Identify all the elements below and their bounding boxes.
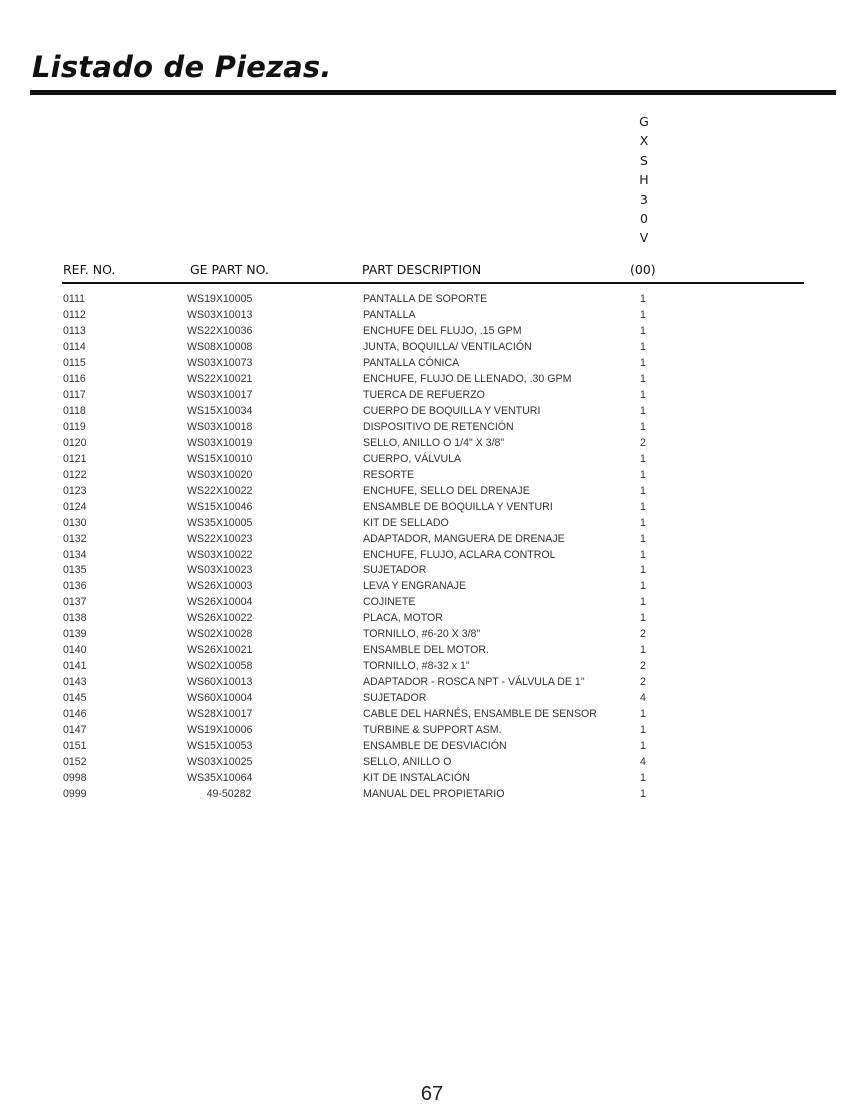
- table-row: [0, 787, 864, 803]
- part-number-cell: WS03X10023: [187, 564, 253, 577]
- description-cell: PLACA, MOTOR: [363, 612, 443, 625]
- table-row: [0, 579, 864, 595]
- quantity-cell: 1: [640, 356, 646, 369]
- table-row: [0, 643, 864, 659]
- part-number-cell: WS28X10017: [187, 708, 253, 721]
- description-cell: ADAPTADOR - ROSCA NPT - VÁLVULA DE 1": [363, 676, 585, 689]
- quantity-cell: 1: [640, 324, 646, 337]
- part-number-cell: WS03X10019: [187, 436, 253, 449]
- description-cell: TORNILLO, #8-32 x 1": [363, 660, 470, 673]
- table-row: [0, 548, 864, 564]
- description-cell: DISPOSITIVO DE RETENCIÓN: [363, 420, 514, 433]
- table-row: [0, 691, 864, 707]
- part-number-cell: WS60X10013: [187, 676, 253, 689]
- page-number: 67: [420, 1083, 444, 1105]
- ref-no-cell: 0146: [63, 708, 87, 721]
- description-cell: SELLO, ANILLO O: [363, 756, 452, 769]
- part-number-cell: WS22X10021: [187, 372, 253, 385]
- table-row: [0, 595, 864, 611]
- quantity-cell: 1: [640, 740, 646, 753]
- table-row: [0, 292, 864, 308]
- description-cell: ENSAMBLE DE DESVIACIÓN: [363, 740, 507, 753]
- table-row: [0, 755, 864, 771]
- part-number-cell: WS35X10064: [187, 772, 253, 785]
- table-row: [0, 723, 864, 739]
- part-number-cell: WS60X10004: [187, 692, 253, 705]
- title-divider: [30, 90, 836, 95]
- description-cell: CUERPO, VÁLVULA: [363, 452, 462, 465]
- part-number-cell: WS02X10058: [187, 660, 253, 673]
- ref-no-cell: 0115: [63, 356, 86, 369]
- table-row: [0, 324, 864, 340]
- quantity-cell: 1: [640, 708, 646, 721]
- quantity-cell: 1: [640, 293, 646, 305]
- ref-no-cell: 0139: [63, 628, 87, 641]
- part-number-cell: WS22X10022: [187, 484, 253, 497]
- table-row: [0, 452, 864, 468]
- ref-no-cell: 0114: [63, 340, 86, 353]
- quantity-cell: 1: [640, 500, 646, 513]
- quantity-cell: 2: [640, 436, 646, 449]
- ref-no-cell: 0135: [63, 564, 87, 577]
- ref-no-cell: 0120: [63, 436, 87, 449]
- description-cell: PANTALLA: [363, 308, 416, 321]
- part-number-cell: WS26X10021: [187, 644, 253, 657]
- quantity-cell: 1: [640, 372, 646, 385]
- description-cell: TORNILLO, #6-20 X 3/8": [363, 628, 481, 641]
- quantity-cell: 1: [640, 388, 646, 401]
- part-number-cell: WS03X10073: [187, 356, 253, 369]
- ref-no-cell: 0119: [63, 420, 86, 433]
- model-letter: 3: [640, 191, 648, 207]
- ref-no-cell: 0118: [63, 404, 86, 417]
- table-row: [0, 388, 864, 404]
- quantity-cell: 1: [640, 484, 646, 497]
- description-cell: ENCHUFE, FLUJO, ACLARA CONTROL: [363, 548, 556, 561]
- description-cell: COJINETE: [363, 596, 416, 609]
- ref-no-cell: 0134: [63, 548, 87, 561]
- table-row: [0, 340, 864, 356]
- ref-no-cell: 0151: [63, 740, 87, 753]
- description-cell: ADAPTADOR, MANGUERA DE DRENAJE: [363, 532, 565, 545]
- description-cell: CABLE DEL HARNÉS, ENSAMBLE DE SENSOR: [363, 708, 597, 721]
- description-cell: ENCHUFE, SELLO DEL DRENAJE: [363, 484, 530, 497]
- header-divider: [62, 282, 804, 284]
- quantity-cell: 1: [640, 612, 646, 625]
- part-number-cell: WS26X10004: [187, 596, 253, 609]
- table-row: [0, 372, 864, 388]
- quantity-cell: 1: [640, 564, 646, 577]
- quantity-cell: 1: [640, 516, 646, 529]
- table-row: [0, 739, 864, 755]
- quantity-cell: 1: [640, 772, 646, 785]
- quantity-cell: 1: [640, 308, 646, 321]
- description-cell: SELLO, ANILLO O 1/4" X 3/8": [363, 436, 505, 449]
- description-cell: TURBINE & SUPPORT ASM.: [363, 724, 502, 737]
- ref-no-cell: 0117: [63, 388, 86, 401]
- description-cell: TUERCA DE REFUERZO: [363, 388, 485, 401]
- model-letter: H: [639, 172, 649, 188]
- part-number-cell: WS15X10046: [187, 500, 253, 513]
- model-number-vertical: [632, 112, 656, 248]
- part-number-cell: WS19X10006: [187, 724, 253, 737]
- description-cell: ENSAMBLE DE BOQUILLA Y VENTURI: [363, 500, 553, 513]
- description-cell: PANTALLA CÓNICA: [363, 356, 460, 369]
- quantity-cell: 2: [640, 676, 646, 689]
- part-number-cell: WS19X10005: [187, 293, 253, 305]
- table-row: [0, 707, 864, 723]
- description-cell: KIT DE INSTALACIÓN: [363, 772, 470, 785]
- column-header-ref-no: REF. NO.: [63, 262, 116, 277]
- table-row: [0, 563, 864, 579]
- description-cell: LEVA Y ENGRANAJE: [363, 580, 467, 593]
- ref-no-cell: 0152: [63, 756, 87, 769]
- description-cell: ENCHUFE, FLUJO DE LLENADO, .30 GPM: [363, 372, 572, 385]
- quantity-cell: 1: [640, 468, 646, 481]
- model-letter: V: [639, 230, 649, 246]
- description-cell: MANUAL DEL PROPIETARIO: [363, 788, 505, 801]
- description-cell: KIT DE SELLADO: [363, 516, 449, 529]
- table-row: [0, 484, 864, 500]
- quantity-cell: 4: [640, 756, 646, 769]
- ref-no-cell: 0145: [63, 692, 87, 705]
- part-number-cell: WS15X10053: [187, 740, 253, 753]
- table-row: [0, 675, 864, 691]
- ref-no-cell: 0147: [63, 724, 87, 737]
- part-number-cell: WS22X10023: [187, 532, 253, 545]
- ref-no-cell: 0113: [63, 324, 86, 337]
- description-cell: ENSAMBLE DEL MOTOR.: [363, 644, 489, 657]
- quantity-cell: 1: [640, 788, 646, 801]
- quantity-cell: 1: [640, 548, 646, 561]
- description-cell: JUNTA, BOQUILLA/ VENTILACIÓN: [363, 340, 532, 353]
- quantity-cell: 1: [640, 340, 646, 353]
- description-cell: SUJETADOR: [363, 692, 427, 705]
- part-number-cell: WS35X10005: [187, 516, 253, 529]
- ref-no-cell: 0140: [63, 644, 87, 657]
- table-row: [0, 468, 864, 484]
- column-header-quantity: (00): [630, 262, 656, 277]
- description-cell: ENCHUFE DEL FLUJO, .15 GPM: [363, 324, 522, 337]
- ref-no-cell: 0121: [63, 452, 87, 465]
- table-row: [0, 404, 864, 420]
- quantity-cell: 4: [640, 692, 646, 705]
- part-number-cell: WS03X10022: [187, 548, 253, 561]
- quantity-cell: 1: [640, 420, 646, 433]
- ref-no-cell: 0111: [63, 293, 85, 305]
- ref-no-cell: 0138: [63, 612, 87, 625]
- model-letter: X: [639, 133, 649, 149]
- part-number-cell: 49-50282: [206, 788, 252, 801]
- quantity-cell: 1: [640, 596, 646, 609]
- table-row: [0, 611, 864, 627]
- ref-no-cell: 0130: [63, 516, 87, 529]
- part-number-cell: WS02X10028: [187, 628, 253, 641]
- part-number-cell: WS08X10008: [187, 340, 253, 353]
- table-row: [0, 500, 864, 516]
- ref-no-cell: 0998: [63, 772, 87, 785]
- model-letter: S: [640, 152, 648, 168]
- table-row: [0, 532, 864, 548]
- part-number-cell: WS03X10013: [187, 308, 253, 321]
- quantity-cell: 2: [640, 660, 646, 673]
- ref-no-cell: 0122: [63, 468, 87, 481]
- ref-no-cell: 0143: [63, 676, 87, 689]
- part-number-cell: WS03X10025: [187, 756, 253, 769]
- table-row: [0, 356, 864, 372]
- part-number-cell: WS03X10020: [187, 468, 253, 481]
- ref-no-cell: 0132: [63, 532, 87, 545]
- ref-no-cell: 0112: [63, 308, 86, 321]
- quantity-cell: 1: [640, 644, 646, 657]
- part-number-cell: WS22X10036: [187, 324, 253, 337]
- description-cell: RESORTE: [363, 468, 415, 481]
- ref-no-cell: 0123: [63, 484, 87, 497]
- part-number-cell: WS15X10034: [187, 404, 253, 417]
- page-title: Listado de Piezas.: [32, 50, 332, 84]
- ref-no-cell: 0141: [63, 660, 87, 673]
- part-number-cell: WS26X10003: [187, 580, 253, 593]
- quantity-cell: 1: [640, 580, 646, 593]
- table-row: [0, 420, 864, 436]
- parts-table: [0, 292, 864, 803]
- quantity-cell: 2: [640, 628, 646, 641]
- part-number-cell: WS03X10017: [187, 388, 253, 401]
- table-row: [0, 627, 864, 643]
- ref-no-cell: 0116: [63, 372, 86, 385]
- description-cell: PANTALLA DE SOPORTE: [363, 293, 488, 305]
- ref-no-cell: 0999: [63, 788, 87, 801]
- quantity-cell: 1: [640, 724, 646, 737]
- model-letter: 0: [640, 211, 648, 227]
- part-number-cell: WS15X10010: [187, 452, 253, 465]
- quantity-cell: 1: [640, 404, 646, 417]
- table-row: [0, 436, 864, 452]
- table-row: [0, 308, 864, 324]
- part-number-cell: WS26X10022: [187, 612, 253, 625]
- ref-no-cell: 0124: [63, 500, 87, 513]
- quantity-cell: 1: [640, 532, 646, 545]
- description-cell: CUERPO DE BOQUILLA Y VENTURI: [363, 404, 541, 417]
- part-number-cell: WS03X10018: [187, 420, 253, 433]
- table-row: [0, 771, 864, 787]
- quantity-cell: 1: [640, 452, 646, 465]
- ref-no-cell: 0137: [63, 596, 87, 609]
- description-cell: SUJETADOR: [363, 564, 427, 577]
- table-row: [0, 659, 864, 675]
- model-letter: G: [639, 114, 649, 129]
- column-header-part-description: PART DESCRIPTION: [362, 262, 482, 277]
- table-row: [0, 516, 864, 532]
- ref-no-cell: 0136: [63, 580, 87, 593]
- column-header-ge-part-no: GE PART NO.: [190, 262, 269, 277]
